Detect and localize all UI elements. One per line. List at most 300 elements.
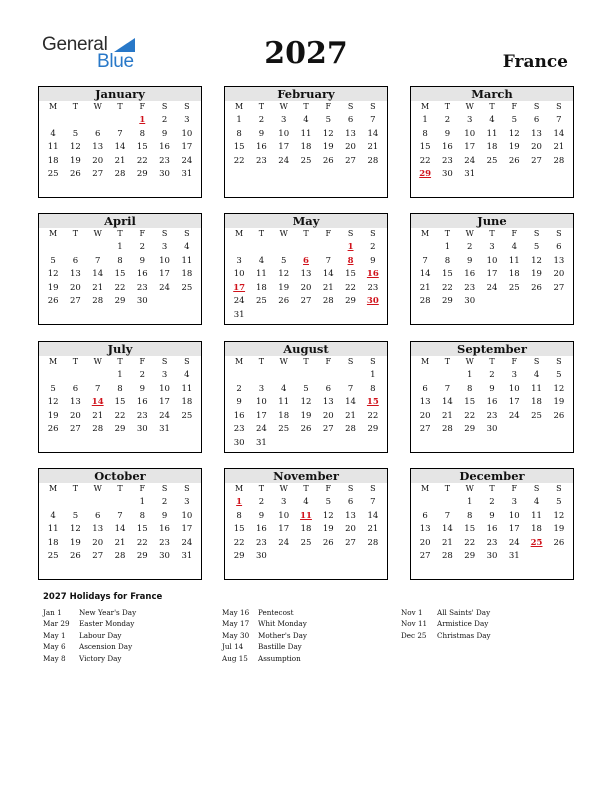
empty-cell — [250, 368, 272, 382]
holiday-date: Nov 11 — [401, 619, 428, 629]
day-cell: 10 — [486, 255, 498, 266]
month-title: July — [39, 342, 201, 356]
weekday-header: T — [489, 484, 495, 493]
day-cell: 16 — [233, 410, 245, 421]
holiday-name: Labour Day — [79, 630, 122, 640]
day-cell: 10 — [181, 128, 193, 139]
day-cell: 10 — [159, 383, 170, 394]
day-cell: 1 — [444, 242, 451, 252]
day-cell: 31 — [233, 309, 245, 320]
weekday-header: T — [489, 357, 495, 366]
day-cell: 18 — [300, 524, 312, 535]
day-cell: 6 — [325, 383, 331, 394]
logo-text-blue: Blue — [97, 51, 134, 72]
holiday-day: 14 — [91, 397, 104, 408]
day-cell: 14 — [367, 128, 379, 139]
day-cell: 11 — [47, 524, 59, 535]
day-cell: 19 — [278, 282, 290, 293]
day-cell: 28 — [345, 424, 356, 435]
month-december — [410, 468, 574, 580]
month-title: January — [39, 87, 201, 101]
weekday-header: T — [72, 357, 79, 366]
holiday-name: All Saints' Day — [437, 608, 491, 617]
month-title: November — [225, 469, 387, 483]
day-cell: 14 — [442, 524, 453, 535]
day-cell: 27 — [92, 551, 104, 562]
day-cell: 28 — [442, 551, 453, 562]
day-cell: 17 — [508, 524, 520, 535]
holiday-date: May 17 — [222, 619, 250, 629]
calendar-country: France — [502, 52, 568, 72]
holiday-day: 1 — [347, 242, 354, 252]
day-cell: 13 — [345, 510, 356, 521]
holiday-date: Dec 25 — [401, 630, 427, 640]
day-cell: 28 — [322, 296, 334, 307]
day-cell: 3 — [161, 370, 168, 380]
holiday-day: 17 — [233, 282, 246, 293]
day-cell: 12 — [322, 128, 334, 139]
empty-cell — [42, 368, 64, 382]
weekday-header: M — [235, 102, 244, 111]
weekday-header: T — [258, 102, 265, 111]
day-cell: 21 — [442, 410, 453, 421]
day-cell: 24 — [278, 537, 290, 548]
weekday-header: S — [556, 357, 562, 366]
day-cell: 20 — [92, 155, 104, 166]
month-title: February — [225, 87, 387, 101]
holiday-date: Aug 15 — [222, 653, 248, 663]
empty-cell — [317, 240, 339, 254]
holiday-entry — [222, 630, 307, 641]
holiday-day: 6 — [303, 255, 309, 266]
day-cell: 5 — [325, 497, 331, 507]
day-cell: 26 — [322, 537, 334, 548]
day-cell: 3 — [258, 383, 265, 394]
day-cell: 8 — [236, 510, 242, 521]
weekday-header: S — [370, 229, 376, 238]
day-cell: 28 — [367, 537, 379, 548]
holiday-day: 15 — [366, 397, 379, 408]
day-cell: 17 — [508, 397, 520, 408]
weekday-header: S — [370, 484, 376, 493]
day-cell: 21 — [553, 142, 565, 153]
day-cell: 15 — [464, 397, 476, 408]
day-cell: 18 — [256, 282, 267, 293]
holiday-date: May 16 — [222, 608, 250, 617]
weekday-header: W — [465, 484, 474, 493]
day-cell: 26 — [553, 537, 565, 548]
day-cell: 3 — [466, 115, 473, 125]
day-cell: 5 — [303, 383, 309, 394]
day-cell: 16 — [442, 142, 453, 153]
weekday-header: W — [279, 102, 288, 111]
weekday-header: W — [93, 102, 102, 111]
day-cell: 21 — [345, 410, 356, 421]
month-october — [38, 468, 202, 580]
weekday-header: M — [49, 357, 58, 366]
day-cell: 19 — [70, 537, 81, 548]
day-cell: 19 — [47, 282, 59, 293]
day-cell: 6 — [347, 497, 354, 507]
day-cell: 30 — [136, 424, 148, 435]
day-cell: 27 — [419, 424, 431, 435]
day-cell: 26 — [553, 410, 565, 421]
day-cell: 2 — [139, 242, 145, 252]
empty-cell — [295, 240, 317, 254]
day-cell: 28 — [419, 296, 431, 307]
weekday-header: F — [511, 357, 518, 366]
day-cell: 16 — [486, 397, 498, 408]
day-cell: 8 — [466, 510, 473, 521]
holiday-day: 11 — [300, 510, 312, 521]
day-grid — [225, 483, 387, 563]
day-cell: 27 — [300, 296, 312, 307]
day-cell: 10 — [256, 397, 267, 408]
day-cell: 26 — [531, 282, 542, 293]
day-cell: 9 — [258, 128, 265, 139]
day-cell: 19 — [322, 524, 334, 535]
day-cell: 2 — [444, 115, 451, 125]
day-cell: 26 — [278, 296, 290, 307]
day-cell: 25 — [531, 410, 542, 421]
day-cell: 5 — [280, 255, 287, 266]
holiday-day: 30 — [366, 296, 379, 307]
weekday-header: T — [117, 102, 123, 111]
day-cell: 9 — [161, 510, 168, 521]
day-cell: 25 — [300, 155, 312, 166]
day-cell: 7 — [556, 115, 562, 125]
weekday-header: W — [93, 357, 102, 366]
day-cell: 16 — [464, 269, 476, 280]
day-cell: 29 — [345, 296, 356, 307]
holiday-name: Bastille Day — [258, 642, 302, 652]
day-cell: 2 — [161, 115, 168, 125]
day-cell: 12 — [70, 142, 81, 153]
holiday-entry — [43, 630, 136, 641]
day-cell: 21 — [419, 282, 431, 293]
weekday-header: F — [511, 102, 518, 111]
weekday-header: T — [303, 484, 309, 493]
day-cell: 8 — [370, 383, 376, 394]
day-cell: 11 — [256, 269, 267, 280]
day-cell: 2 — [139, 370, 145, 380]
day-cell: 8 — [444, 255, 451, 266]
day-cell: 3 — [511, 497, 517, 507]
day-cell: 10 — [508, 383, 520, 394]
day-cell: 18 — [508, 269, 520, 280]
day-grid — [225, 228, 387, 322]
month-title: September — [411, 342, 573, 356]
day-cell: 20 — [322, 410, 334, 421]
day-cell: 24 — [464, 155, 476, 166]
day-cell: 1 — [422, 115, 428, 125]
holiday-day: 29 — [419, 169, 432, 180]
weekday-header: S — [184, 229, 190, 238]
day-cell: 10 — [181, 510, 193, 521]
day-cell: 29 — [114, 424, 126, 435]
day-cell: 5 — [556, 370, 562, 380]
day-cell: 24 — [256, 424, 267, 435]
day-cell: 18 — [300, 142, 312, 153]
empty-cell — [414, 240, 436, 254]
day-cell: 4 — [511, 242, 517, 252]
day-cell: 17 — [464, 142, 476, 153]
weekday-header: S — [370, 357, 376, 366]
day-cell: 23 — [442, 155, 453, 166]
month-title: October — [39, 469, 201, 483]
day-cell: 15 — [114, 269, 126, 280]
day-cell: 15 — [136, 142, 148, 153]
day-cell: 3 — [280, 497, 287, 507]
day-cell: 8 — [139, 128, 145, 139]
empty-cell — [87, 495, 109, 509]
day-cell: 18 — [47, 155, 59, 166]
day-cell: 20 — [70, 282, 81, 293]
day-cell: 29 — [136, 551, 148, 562]
day-cell: 18 — [486, 142, 498, 153]
holiday-entry — [222, 641, 307, 652]
day-cell: 4 — [258, 255, 265, 266]
day-cell: 15 — [464, 524, 476, 535]
day-cell: 15 — [233, 142, 245, 153]
holiday-day: 25 — [530, 537, 543, 548]
day-cell: 12 — [322, 510, 334, 521]
holiday-date: May 1 — [43, 630, 66, 640]
day-cell: 25 — [181, 282, 193, 293]
day-cell: 7 — [94, 383, 101, 394]
day-cell: 17 — [159, 397, 170, 408]
day-cell: 24 — [486, 282, 498, 293]
day-cell: 20 — [531, 142, 542, 153]
day-cell: 24 — [181, 537, 193, 548]
day-cell: 28 — [114, 551, 126, 562]
month-march — [410, 86, 574, 198]
day-cell: 21 — [92, 282, 104, 293]
weekday-header: F — [325, 357, 332, 366]
weekday-header: T — [72, 229, 79, 238]
holiday-date: Mar 29 — [43, 619, 70, 629]
holiday-entry — [43, 653, 136, 664]
day-cell: 18 — [278, 410, 290, 421]
day-cell: 1 — [466, 370, 473, 380]
holiday-date: May 30 — [222, 630, 250, 640]
day-cell: 17 — [256, 410, 267, 421]
day-cell: 20 — [92, 537, 104, 548]
day-cell: 2 — [258, 115, 265, 125]
day-cell: 21 — [114, 537, 126, 548]
day-cell: 15 — [442, 269, 453, 280]
day-cell: 29 — [464, 424, 476, 435]
day-cell: 9 — [139, 255, 145, 266]
day-cell: 15 — [233, 524, 245, 535]
day-cell: 13 — [92, 524, 104, 535]
day-cell: 30 — [442, 169, 453, 180]
weekday-header: T — [444, 102, 451, 111]
empty-cell — [42, 113, 64, 127]
day-cell: 8 — [117, 383, 123, 394]
day-cell: 4 — [184, 242, 190, 252]
day-cell: 2 — [370, 242, 376, 252]
day-cell: 25 — [47, 169, 59, 180]
day-cell: 25 — [300, 537, 312, 548]
day-cell: 21 — [442, 537, 453, 548]
day-cell: 7 — [444, 510, 451, 521]
day-cell: 28 — [114, 169, 126, 180]
weekday-header: F — [511, 229, 518, 238]
day-cell: 24 — [181, 155, 193, 166]
day-cell: 30 — [486, 424, 498, 435]
day-cell: 18 — [531, 397, 542, 408]
day-cell: 5 — [325, 115, 331, 125]
weekday-header: M — [235, 229, 244, 238]
day-cell: 6 — [72, 255, 79, 266]
day-cell: 6 — [94, 510, 101, 521]
day-cell: 30 — [233, 437, 245, 448]
holiday-day: 1 — [139, 115, 146, 125]
day-cell: 4 — [533, 497, 540, 507]
day-cell: 9 — [444, 128, 451, 139]
weekday-header: T — [258, 357, 265, 366]
day-cell: 23 — [136, 410, 148, 421]
day-cell: 4 — [303, 115, 309, 125]
day-cell: 22 — [114, 282, 126, 293]
empty-cell — [87, 368, 109, 382]
day-cell: 7 — [117, 510, 123, 521]
weekday-header: M — [421, 357, 430, 366]
weekday-header: F — [325, 229, 332, 238]
weekday-header: T — [72, 102, 79, 111]
day-cell: 16 — [256, 524, 267, 535]
weekday-header: F — [325, 484, 332, 493]
day-cell: 4 — [184, 370, 190, 380]
weekday-header: S — [533, 229, 540, 238]
day-cell: 29 — [367, 424, 379, 435]
day-cell: 31 — [159, 424, 170, 435]
holiday-day: 16 — [366, 269, 379, 280]
day-cell: 8 — [466, 383, 473, 394]
empty-cell — [64, 368, 86, 382]
month-title: May — [225, 214, 387, 228]
day-cell: 7 — [347, 383, 354, 394]
day-cell: 8 — [117, 255, 123, 266]
holiday-name: Pentecost — [258, 608, 294, 617]
month-may — [224, 213, 388, 325]
day-cell: 10 — [464, 128, 476, 139]
day-cell: 16 — [136, 269, 148, 280]
day-cell: 4 — [50, 510, 56, 521]
day-cell: 12 — [278, 269, 290, 280]
weekday-header: T — [117, 357, 123, 366]
weekday-header: S — [556, 484, 562, 493]
empty-cell — [317, 368, 339, 382]
day-cell: 1 — [117, 242, 123, 252]
empty-cell — [295, 368, 317, 382]
day-cell: 21 — [92, 410, 104, 421]
day-cell: 26 — [300, 424, 312, 435]
day-cell: 30 — [256, 551, 267, 562]
day-cell: 31 — [181, 169, 193, 180]
day-cell: 26 — [322, 155, 334, 166]
day-cell: 1 — [466, 497, 473, 507]
holiday-name: New Year's Day — [79, 608, 137, 617]
day-grid — [225, 101, 387, 167]
weekday-header: S — [533, 102, 540, 111]
day-cell: 3 — [184, 115, 190, 125]
day-grid — [411, 483, 573, 563]
weekday-header: W — [93, 484, 102, 493]
day-cell: 20 — [419, 537, 431, 548]
day-cell: 2 — [161, 497, 168, 507]
day-cell: 24 — [159, 282, 170, 293]
day-cell: 3 — [161, 242, 168, 252]
day-cell: 21 — [114, 155, 126, 166]
month-july — [38, 341, 202, 453]
day-cell: 19 — [553, 524, 565, 535]
day-cell: 22 — [136, 537, 148, 548]
empty-cell — [273, 240, 295, 254]
weekday-header: W — [93, 229, 102, 238]
day-cell: 20 — [300, 282, 312, 293]
day-cell: 31 — [256, 437, 267, 448]
day-cell: 17 — [278, 524, 290, 535]
day-cell: 20 — [419, 410, 431, 421]
day-cell: 17 — [159, 269, 170, 280]
day-grid — [39, 101, 201, 181]
month-november — [224, 468, 388, 580]
empty-cell — [109, 113, 131, 127]
holiday-date: Jan 1 — [43, 608, 62, 617]
weekday-header: T — [303, 357, 309, 366]
day-grid — [39, 483, 201, 563]
day-cell: 1 — [236, 115, 242, 125]
month-title: December — [411, 469, 573, 483]
day-cell: 1 — [117, 370, 123, 380]
day-cell: 18 — [181, 269, 193, 280]
day-cell: 15 — [114, 397, 126, 408]
day-cell: 5 — [533, 242, 540, 252]
empty-cell — [87, 113, 109, 127]
holiday-date: May 8 — [43, 653, 66, 663]
day-cell: 13 — [70, 397, 81, 408]
day-cell: 19 — [47, 410, 59, 421]
day-cell: 9 — [139, 383, 145, 394]
weekday-header: F — [139, 357, 146, 366]
day-cell: 8 — [422, 128, 428, 139]
day-cell: 14 — [367, 510, 379, 521]
day-cell: 5 — [511, 115, 517, 125]
day-cell: 3 — [280, 115, 287, 125]
day-cell: 27 — [70, 424, 81, 435]
month-title: March — [411, 87, 573, 101]
day-cell: 6 — [347, 115, 354, 125]
month-june — [410, 213, 574, 325]
day-cell: 5 — [50, 255, 56, 266]
day-cell: 11 — [181, 255, 193, 266]
weekday-header: S — [347, 357, 354, 366]
day-cell: 22 — [464, 537, 476, 548]
day-cell: 5 — [556, 497, 562, 507]
holiday-entry — [43, 607, 136, 618]
weekday-header: M — [49, 229, 58, 238]
day-cell: 22 — [114, 410, 126, 421]
weekday-header: M — [421, 484, 430, 493]
weekday-header: T — [117, 484, 123, 493]
day-cell: 23 — [256, 155, 267, 166]
day-cell: 19 — [70, 155, 81, 166]
day-cell: 12 — [300, 397, 312, 408]
day-cell: 16 — [256, 142, 267, 153]
day-cell: 9 — [370, 255, 376, 266]
